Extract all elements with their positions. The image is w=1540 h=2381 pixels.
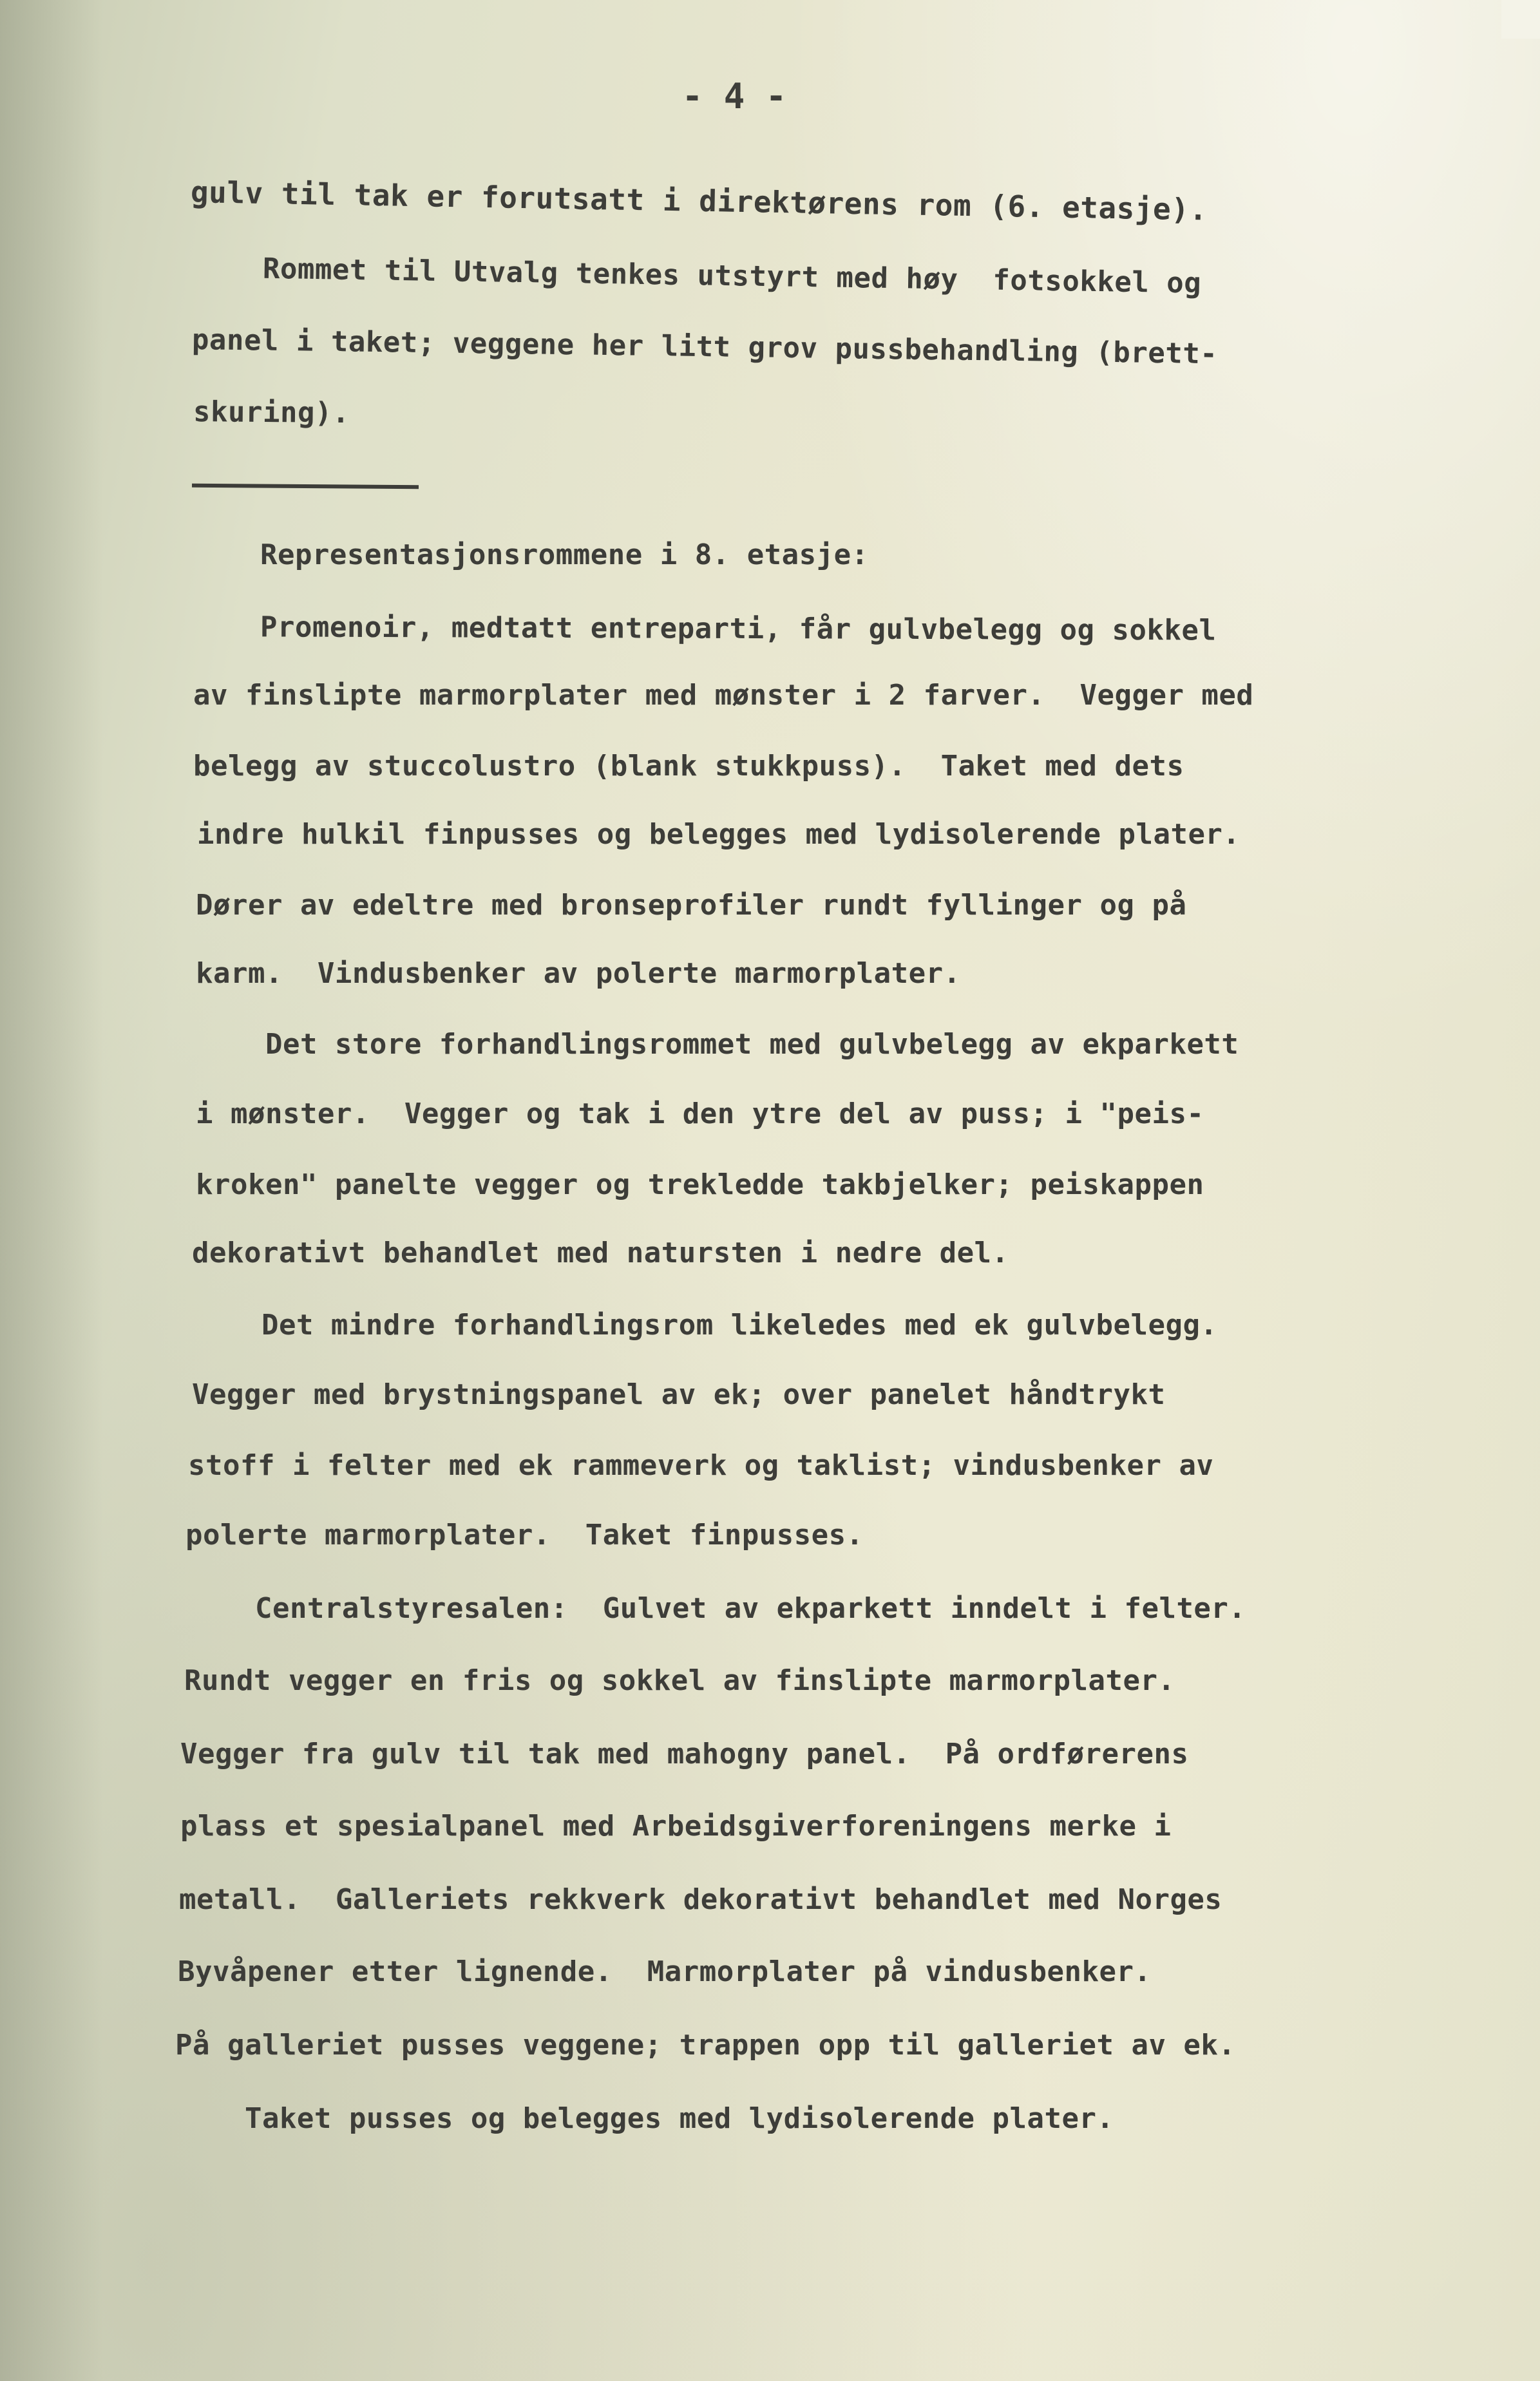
page-number: - 4 - [681,76,787,117]
text-line: indre hulkil finpusses og belegges med lydisolerende plater. [197,818,1241,851]
section-divider [192,484,419,489]
text-line: panel i taket; veggene her litt grov pussbehandling (brett- [191,323,1218,371]
text-line: Byvåpener etter lignende. Marmorplater på vindusbenker. [178,1955,1152,1988]
page-corner [1501,0,1540,39]
text-line: Promenoir, medtatt entreparti, får gulvbelegg og sokkel [190,611,1217,647]
text-line: Vegger med brystningspanel av ek; over panelet håndtrykt [192,1378,1166,1411]
text-line: i mønster. Vegger og tak i den ytre del av puss; i "peis- [196,1097,1204,1130]
text-line: metall. Galleriets rekkverk dekorativt behandlet med Norges [179,1883,1222,1916]
text-line: belegg av stuccolustro (blank stukkpuss). Taket med dets [193,750,1184,783]
text-line: stoff i felter med ek rammeverk og taklist; vindusbenker av [188,1449,1214,1482]
text-line: karm. Vindusbenker av polerte marmorplater. [196,957,961,990]
text-line: Det mindre forhandlingsrom likeledes med ek gulvbelegg. [192,1309,1218,1342]
text-line: av finslipte marmorplater med mønster i 2 farver. Vegger med [193,679,1254,712]
text-line: Representasjonsrommene i 8. etasje: [191,538,869,571]
page-shadow [0,0,103,2381]
text-line: Dører av edeltre med bronseprofiler rundt fyllinger og på [196,889,1187,922]
text-line: Centralstyresalen: Gulvet av ekparkett inndelt i felter. [185,1592,1246,1625]
text-line: Rundt vegger en fris og sokkel av finslipte marmorplater. [184,1664,1175,1697]
text-line: skuring). [193,395,350,430]
text-line: dekorativt behandlet med natursten i nedre del. [192,1237,1009,1269]
text-line: Vegger fra gulv til tak med mahogny panel. På ordførerens [180,1738,1189,1770]
text-line: kroken" panelte vegger og trekledde takbjelker; peiskappen [196,1168,1204,1201]
text-line: Taket pusses og belegges med lydisolerende plater. [175,2102,1114,2135]
text-line: Det store forhandlingsrommet med gulvbelegg av ekparkett [196,1028,1239,1061]
text-line: polerte marmorplater. Taket finpusses. [185,1519,864,1551]
text-line: gulv til tak er forutsatt i direktørens rom (6. etasje). [190,175,1208,227]
text-line: plass et spesialpanel med Arbeidsgiverforeningens merke i [180,1810,1172,1843]
text-line: På galleriet pusses veggene; trappen opp til galleriet av ek. [175,2029,1236,2062]
text-line: Rommet til Utvalg tenkes utstyrt med høy fotsokkel og [193,251,1202,300]
